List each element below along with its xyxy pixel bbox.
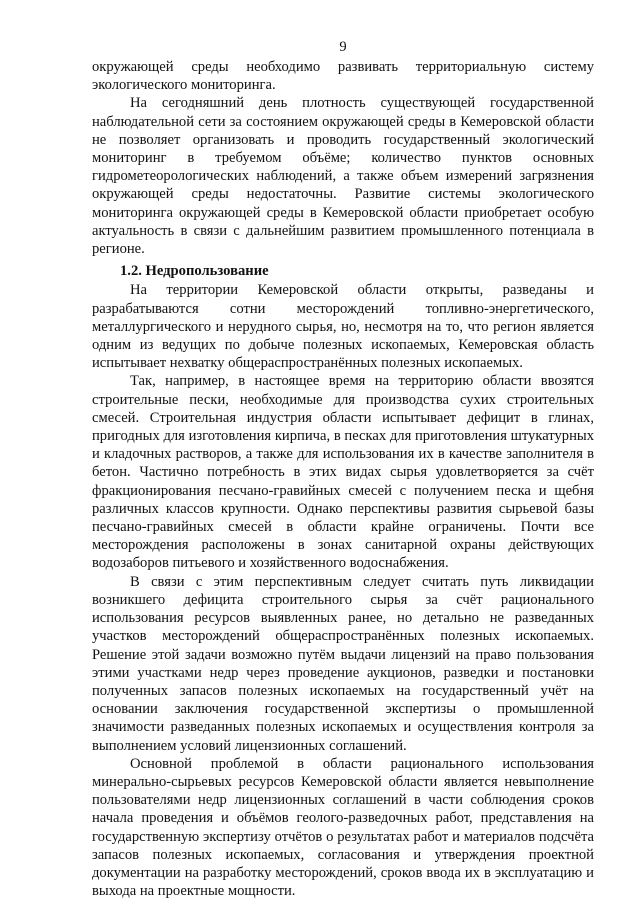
paragraph-construction-materials: Так, например, в настоящее время на территорию области ввозятся строительные пески, необходимые для производства сухих строительных смесей. Строительная индустрия области испытывает дефицит в глинах, пригодных для изготовления кирпича, в песках для приготовления штукатурных и кладочных растворов, а также для использования их в качестве заполнителя в бетон. Частично потребность в этих видах сырья удовлетворяется за счёт фракционирования песчано-гравийных смесей с получением песка и щебня различных классов крупности. Однако перспективы развития сырьевой базы песчано-гравийных смесей в области крайне ограничены. Почти все месторождения расположены в зонах санитарной охраны действующих водозаборов питьевого и хозяйственного водоснабжения. xyxy=(92,373,594,572)
section-heading: 1.2. Недропользование xyxy=(120,263,269,280)
paragraph-deposits: На территории Кемеровской области открыты, разведаны и разрабатываются сотни месторождений топливно-энергетического, металлургического и нерудного сырья, но, несмотря на то, что регион является одним из ведущих по добыче полезных ископаемых, Кемеровская область испытывает нехватку общераспространённых полезных ископаемых. xyxy=(92,282,594,372)
paragraph-main-problem: Основной проблемой в области рационального использования минерально-сырьевых ресурсов Кемеровской области является невыполнение пользователями недр лицензионных соглашений в части соблюдения сроков начала проведения и объёмов геолого-разведочных работ, представления на государственную экспертизу отчётов о результатах работ и материалов подсчёта запасов полезных ископаемых, согласования и утверждения проектной документации на разработку месторождений, сроков ввода их в эксплуатацию и выхода на проектные мощности. xyxy=(92,755,594,900)
document-body xyxy=(92,58,594,900)
page-number: 9 xyxy=(339,39,347,55)
paragraph-continuation: окружающей среды необходимо развивать территориальную систему экологического мониторинга. xyxy=(92,59,594,94)
paragraph-licensing: В связи с этим перспективным следует считать путь ликвидации возникшего дефицита строительного сырья за счёт рационального использования ресурсов выявленных ранее, но детально не разведанных участков месторождений общераспространённых полезных ископаемых. Решение этой задачи возможно путём выдачи лицензий на право пользования этими участками недр через проведение аукционов, разведки и постановки полученных запасов полезных ископаемых на государственный учёт на основании заключения государственной экспертизы о промышленной значимости разведанных полезных ископаемых и осуществления контроля за выполнением условий лицензионных соглашений. xyxy=(92,573,594,754)
paragraph-monitoring-network: На сегодняшний день плотность существующей государственной наблюдательной сети за состоянием окружающей среды в Кемеровской области не позволяет организовать и проводить государственный экологический мониторинг в требуемом объёме; количество пунктов основных гидрометеорологических наблюдений, а также объем измерений загрязнения окружающей среды недостаточны. Развитие системы экологического мониторинга окружающей среды в Кемеровской области приобретает особую актуальность в связи с дальнейшим развитием промышленного потенциала в регионе. xyxy=(92,95,594,258)
